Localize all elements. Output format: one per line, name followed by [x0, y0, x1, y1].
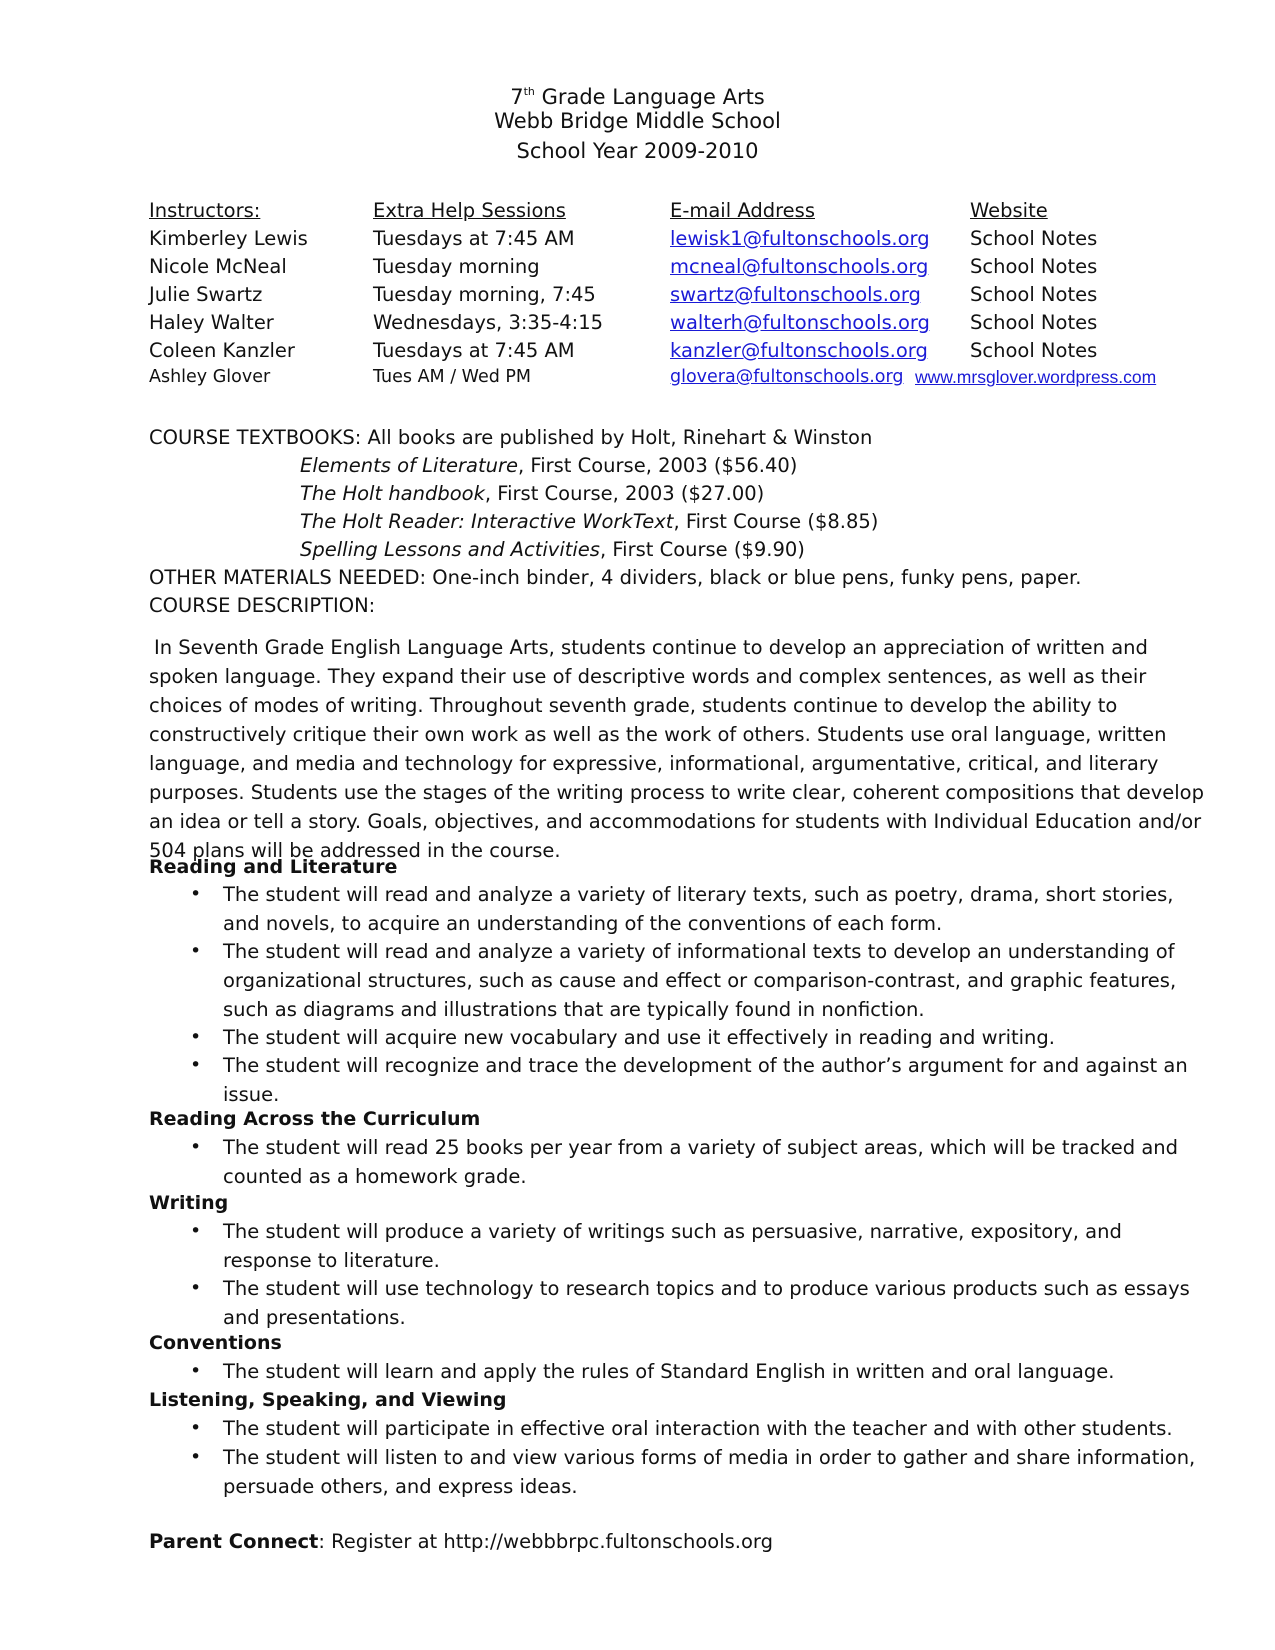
list-item: • The student will use technology to research topics and to produce various products such as essays and presentations.: [190, 1277, 1190, 1329]
table-row: [0, 339, 1275, 367]
help-header: Extra Help Sessions: [373, 199, 566, 222]
parent-connect-text: : Register at http://webbbrpc.fultonschools.org: [318, 1530, 773, 1553]
website: School Notes: [970, 283, 1098, 306]
email-link[interactable]: glovera@fultonschools.org: [670, 367, 904, 387]
help-session: Tuesdays at 7:45 AM: [373, 227, 575, 250]
school-name: Webb Bridge Middle School: [494, 109, 781, 133]
textbook-item: The Holt handbook, First Course, 2003 ($27.00): [300, 482, 765, 505]
instructors-header: Instructors:: [149, 199, 261, 222]
list-item: • The student will participate in effective oral interaction with the teacher and with other students.: [190, 1417, 1173, 1440]
course-description: In Seventh Grade English Language Arts, students continue to develop an appreciation of written and spoken language. They expand their use of descriptive words and complex sentences, as well as their choices of modes of writing. Throughout seventh grade, students continue to develop the ability to constructively critique their own work as well as the work of others. Students use oral language, written language, and media and technology for expressive, informational, argumentative, critical, and literary purposes. Students use the stages of the writing process to write clear, coherent compositions that develop an idea or tell a story. Goals, objectives, and accommodations for students with Individual Education and/or 504 plans will be addressed in the course.: [149, 636, 1204, 862]
textbooks-intro: COURSE TEXTBOOKS: All books are published by Holt, Rinehart & Winston: [149, 426, 873, 449]
website: School Notes: [970, 227, 1098, 250]
table-row: [0, 283, 1275, 311]
textbook-item: Spelling Lessons and Activities, First Course ($9.90): [300, 538, 805, 561]
section-heading: Conventions: [149, 1332, 282, 1354]
materials-line: OTHER MATERIALS NEEDED: One-inch binder, 4 dividers, black or blue pens, funky pens, paper.: [149, 566, 1082, 589]
description-label: COURSE DESCRIPTION:: [149, 594, 376, 617]
list-item: • The student will acquire new vocabulary and use it effectively in reading and writing.: [190, 1026, 1055, 1049]
textbook-item: The Holt Reader: Interactive WorkText, First Course ($8.85): [300, 510, 879, 533]
table-row: [0, 311, 1275, 339]
help-session: Tuesdays at 7:45 AM: [373, 339, 575, 362]
list-item: • The student will produce a variety of writings such as persuasive, narrative, expository, and response to literature.: [190, 1220, 1122, 1272]
section-heading: Listening, Speaking, and Viewing: [149, 1389, 507, 1411]
website: School Notes: [970, 255, 1098, 278]
parent-connect-label: Parent Connect: [149, 1530, 319, 1553]
list-item: • The student will listen to and view various forms of media in order to gather and share information, persuade others, and express ideas.: [190, 1446, 1196, 1498]
table-row: [0, 255, 1275, 283]
school-year: School Year 2009-2010: [516, 139, 759, 163]
email-link[interactable]: kanzler@fultonschools.org: [670, 339, 928, 362]
section-heading: Reading Across the Curriculum: [149, 1108, 481, 1130]
email-link[interactable]: lewisk1@fultonschools.org: [670, 227, 930, 250]
email-link[interactable]: walterh@fultonschools.org: [670, 311, 930, 334]
instructor-name: Haley Walter: [149, 311, 274, 334]
help-session: Tuesday morning: [373, 255, 540, 278]
parent-connect: [149, 1530, 773, 1553]
table-row: [0, 367, 1275, 395]
website-link[interactable]: www.mrsglover.wordpress.com: [915, 367, 1157, 387]
help-session: Tues AM / Wed PM: [373, 367, 532, 387]
instructor-name: Kimberley Lewis: [149, 227, 308, 250]
table-header: [0, 199, 1275, 227]
course-title: 7th Grade Language Arts: [510, 85, 765, 109]
help-session: Tuesday morning, 7:45: [373, 283, 596, 306]
email-link[interactable]: swartz@fultonschools.org: [670, 283, 921, 306]
email-link[interactable]: mcneal@fultonschools.org: [670, 255, 929, 278]
table-row: [0, 227, 1275, 255]
textbook-item: Elements of Literature, First Course, 2003 ($56.40): [300, 454, 798, 477]
instructor-name: Coleen Kanzler: [149, 339, 295, 362]
instructor-name: Julie Swartz: [149, 283, 263, 306]
help-session: Wednesdays, 3:35-4:15: [373, 311, 604, 334]
website: School Notes: [970, 311, 1098, 334]
list-item: • The student will read and analyze a variety of literary texts, such as poetry, drama, short stories, and novels, to acquire an understanding of the conventions of each form.: [190, 883, 1174, 935]
instructor-name: Nicole McNeal: [149, 255, 287, 278]
section-heading: Reading and Literature: [149, 856, 398, 878]
list-item: • The student will learn and apply the rules of Standard English in written and oral language.: [190, 1360, 1115, 1383]
website: School Notes: [970, 339, 1098, 362]
section-heading: Writing: [149, 1192, 229, 1214]
website-header: Website: [970, 199, 1048, 222]
instructor-name: Ashley Glover: [149, 367, 271, 387]
list-item: • The student will recognize and trace the development of the author’s argument for and against an issue.: [190, 1054, 1188, 1106]
list-item: • The student will read and analyze a variety of informational texts to develop an understanding of organizational structures, such as cause and effect or comparison-contrast, and graphic features, such as diagrams and illustrations that are typically found in nonfiction.: [190, 940, 1177, 1021]
email-header: E-mail Address: [670, 199, 815, 222]
list-item: • The student will read 25 books per year from a variety of subject areas, which will be tracked and counted as a homework grade.: [190, 1136, 1179, 1188]
